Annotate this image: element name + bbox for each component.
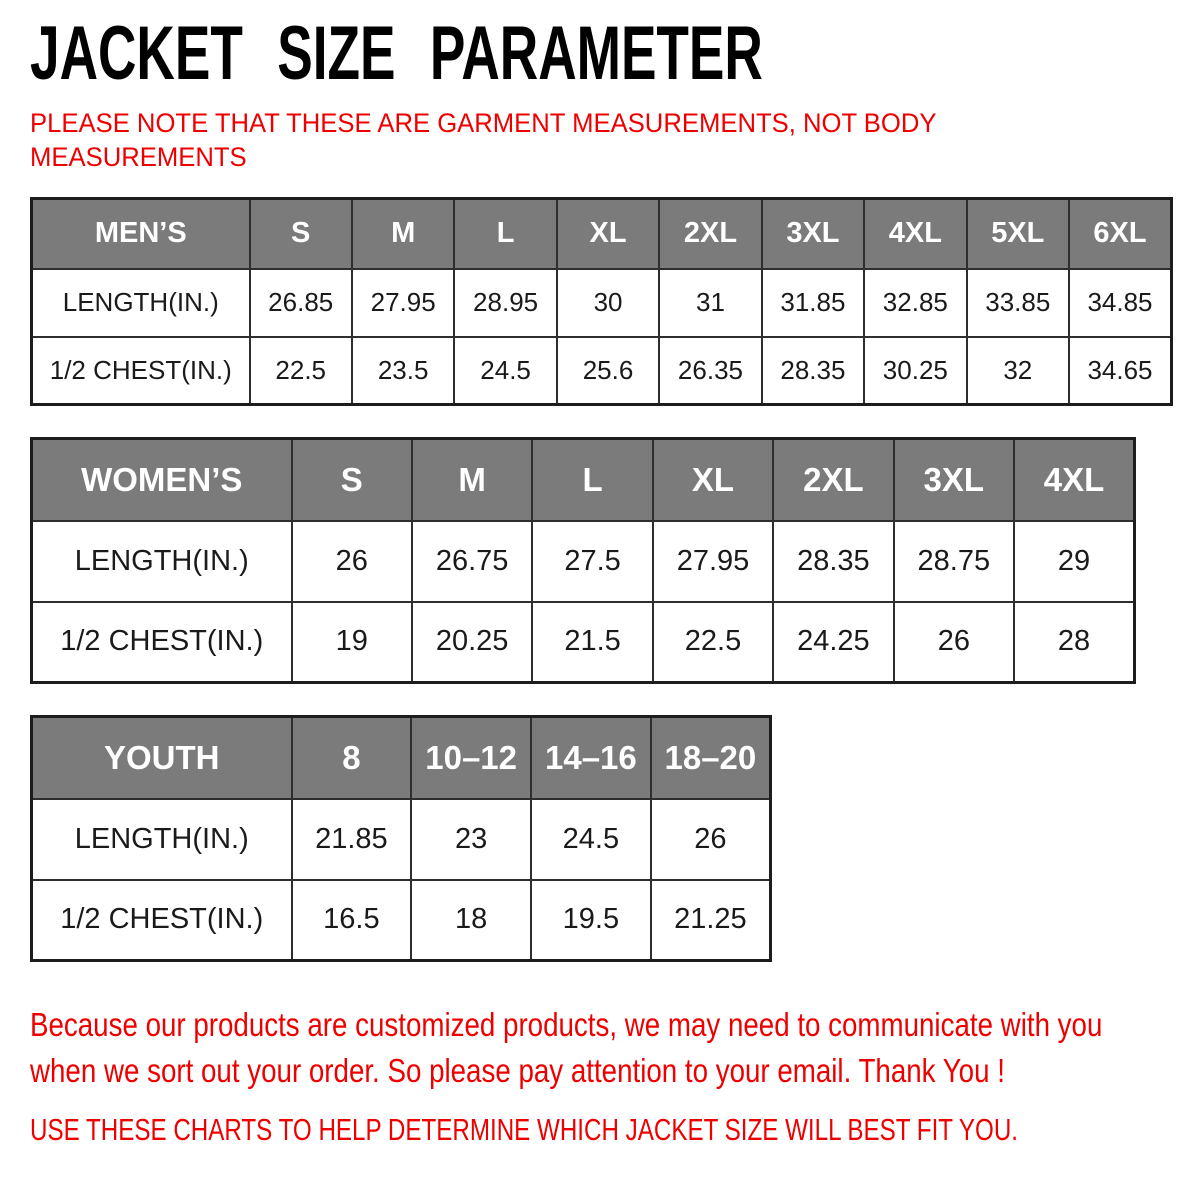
- row-label-cell: 1/2 CHEST(IN.): [32, 337, 250, 405]
- size-header-cell: S: [250, 199, 352, 269]
- value-cell: 18: [411, 880, 531, 961]
- value-cell: 28.35: [773, 521, 893, 602]
- youth-header-row: [32, 717, 771, 799]
- value-cell: 28.35: [762, 337, 864, 405]
- womens-size-table: [30, 437, 1136, 684]
- size-header-cell: L: [532, 439, 652, 521]
- value-cell: 31: [659, 269, 761, 337]
- value-cell: 21.5: [532, 602, 652, 683]
- table-row: [32, 880, 771, 961]
- size-header-cell: 2XL: [659, 199, 761, 269]
- value-cell: 24.5: [531, 799, 651, 880]
- value-cell: 27.5: [532, 521, 652, 602]
- value-cell: 21.85: [292, 799, 412, 880]
- table-row: [32, 602, 1135, 683]
- value-cell: 27.95: [653, 521, 773, 602]
- value-cell: 32.85: [864, 269, 966, 337]
- value-cell: 22.5: [653, 602, 773, 683]
- value-cell: 21.25: [651, 880, 771, 961]
- value-cell: 24.25: [773, 602, 893, 683]
- page-title: JACKET SIZE PARAMETER: [30, 11, 763, 96]
- value-cell: 19.5: [531, 880, 651, 961]
- notice-line-2: when we sort out your order. So please pay attention to your email. Thank You !: [30, 1052, 1005, 1089]
- note-line-1: PLEASE NOTE THAT THESE ARE GARMENT MEASUREMENTS, NOT BODY: [30, 108, 937, 138]
- size-header-cell: M: [412, 439, 532, 521]
- value-cell: 30: [557, 269, 659, 337]
- size-header-cell: 18–20: [651, 717, 771, 799]
- youth-size-table: [30, 715, 772, 962]
- size-header-cell: 3XL: [894, 439, 1014, 521]
- table-row: [32, 337, 1172, 405]
- value-cell: 26.85: [250, 269, 352, 337]
- value-cell: 26: [292, 521, 412, 602]
- size-header-cell: 5XL: [967, 199, 1069, 269]
- value-cell: 23: [411, 799, 531, 880]
- table-row: [32, 269, 1172, 337]
- value-cell: 23.5: [352, 337, 454, 405]
- value-cell: 27.95: [352, 269, 454, 337]
- value-cell: 28.95: [454, 269, 556, 337]
- value-cell: 34.65: [1069, 337, 1172, 405]
- row-label-cell: LENGTH(IN.): [32, 521, 292, 602]
- value-cell: 26.75: [412, 521, 532, 602]
- table-title-cell: WOMEN’S: [32, 439, 292, 521]
- womens-header-row: [32, 439, 1135, 521]
- size-header-cell: L: [454, 199, 556, 269]
- value-cell: 26.35: [659, 337, 761, 405]
- size-header-cell: XL: [653, 439, 773, 521]
- value-cell: 25.6: [557, 337, 659, 405]
- value-cell: 24.5: [454, 337, 556, 405]
- value-cell: 26: [651, 799, 771, 880]
- chart-usage-instruction: USE THESE CHARTS TO HELP DETERMINE WHICH JACKET SIZE WILL BEST FIT YOU.: [30, 1112, 1019, 1147]
- value-cell: 33.85: [967, 269, 1069, 337]
- size-header-cell: 2XL: [773, 439, 893, 521]
- value-cell: 22.5: [250, 337, 352, 405]
- value-cell: 34.85: [1069, 269, 1172, 337]
- size-header-cell: 4XL: [1014, 439, 1134, 521]
- value-cell: 28.75: [894, 521, 1014, 602]
- value-cell: 29: [1014, 521, 1134, 602]
- table-title-cell: YOUTH: [32, 717, 292, 799]
- row-label-cell: 1/2 CHEST(IN.): [32, 602, 292, 683]
- size-header-cell: 3XL: [762, 199, 864, 269]
- size-header-cell: 6XL: [1069, 199, 1172, 269]
- note-line-2: MEASUREMENTS: [30, 142, 247, 172]
- mens-size-table: [30, 197, 1173, 406]
- row-label-cell: LENGTH(IN.): [32, 799, 292, 880]
- size-header-cell: M: [352, 199, 454, 269]
- row-label-cell: 1/2 CHEST(IN.): [32, 880, 292, 961]
- value-cell: 30.25: [864, 337, 966, 405]
- table-row: [32, 799, 771, 880]
- notice-line-1: Because our products are customized products, we may need to communicate with you: [30, 1006, 1103, 1043]
- value-cell: 26: [894, 602, 1014, 683]
- garment-measurement-note: [30, 106, 1115, 174]
- size-header-cell: 10–12: [411, 717, 531, 799]
- row-label-cell: LENGTH(IN.): [32, 269, 250, 337]
- value-cell: 20.25: [412, 602, 532, 683]
- size-header-cell: 14–16: [531, 717, 651, 799]
- value-cell: 32: [967, 337, 1069, 405]
- value-cell: 28: [1014, 602, 1134, 683]
- value-cell: 16.5: [292, 880, 412, 961]
- size-header-cell: 8: [292, 717, 412, 799]
- size-header-cell: XL: [557, 199, 659, 269]
- size-header-cell: S: [292, 439, 412, 521]
- table-row: [32, 521, 1135, 602]
- mens-header-row: [32, 199, 1172, 269]
- custom-order-notice: [30, 1002, 1103, 1094]
- value-cell: 19: [292, 602, 412, 683]
- value-cell: 31.85: [762, 269, 864, 337]
- size-header-cell: 4XL: [864, 199, 966, 269]
- table-title-cell: MEN’S: [32, 199, 250, 269]
